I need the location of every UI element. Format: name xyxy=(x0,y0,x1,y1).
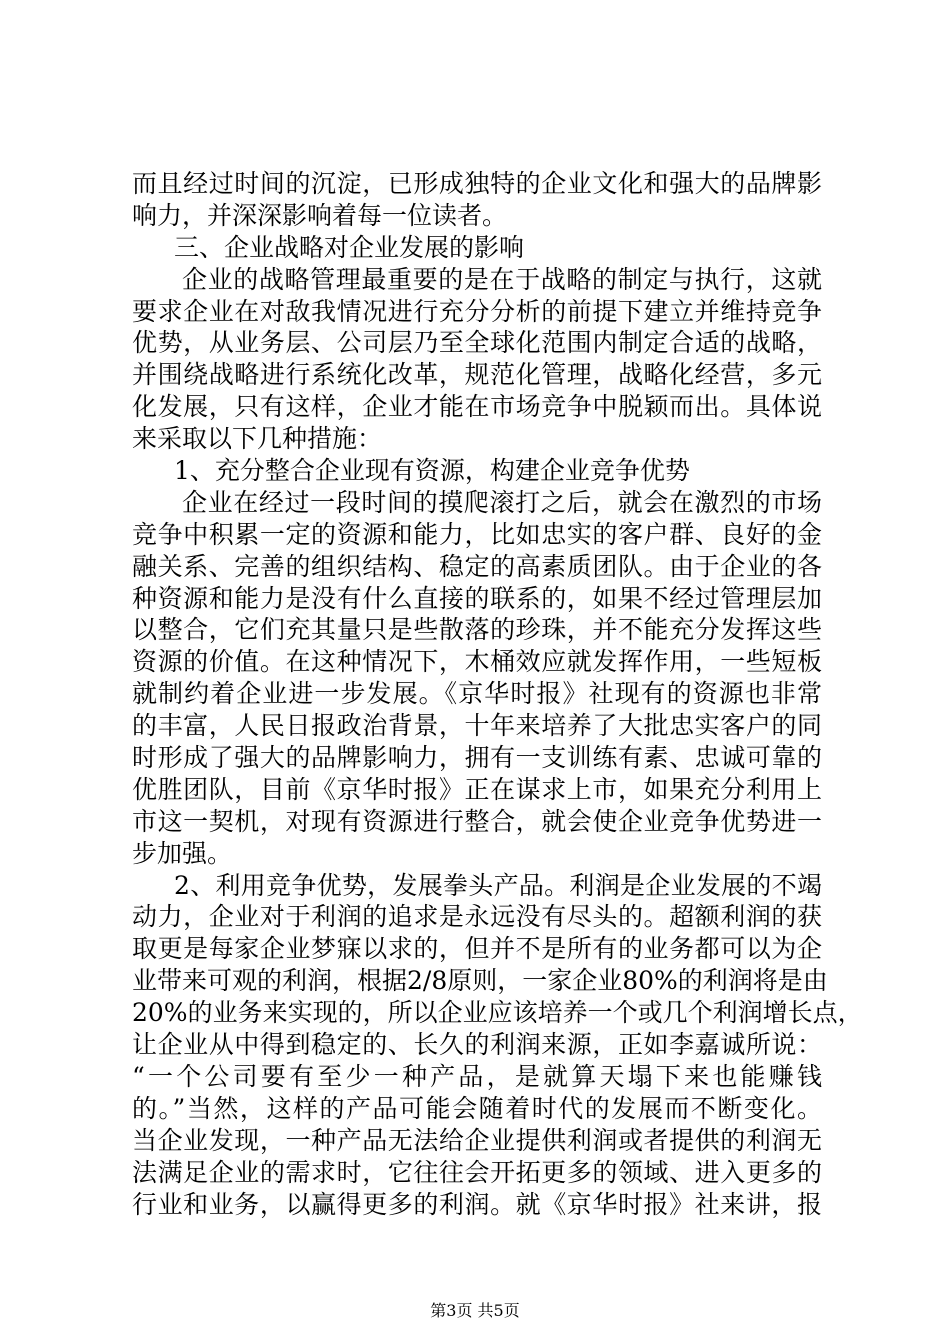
text-line: “一个公司要有至少一种产品，是就算天塌下来也能赚钱 xyxy=(132,1061,822,1091)
text-line: 种资源和能力是没有什么直接的联系的，如果不经过管理层加 xyxy=(132,583,822,613)
section-heading: 三、企业战略对企业发展的影响 xyxy=(174,232,525,262)
text-line: 要求企业在对敌我情况进行充分分析的前提下建立并维持竞争 xyxy=(132,296,822,326)
text-line: 2、利用竞争优势，发展拳头产品。利润是企业发展的不竭 xyxy=(174,870,822,900)
text-line: 行业和业务，以赢得更多的利润。就《京华时报》社来讲，报 xyxy=(132,1189,822,1219)
text-line: 让企业从中得到稳定的、长久的利润来源，正如李嘉诚所说： xyxy=(132,1030,822,1060)
body-text xyxy=(132,168,863,1220)
text-line: 响力，并深深影响着每一位读者。 xyxy=(132,200,508,230)
text-line: 业带来可观的利润，根据2/8原则，一家企业80%的利润将是由 xyxy=(132,966,828,996)
text-line: 企业的战略管理最重要的是在于战略的制定与执行，这就 xyxy=(182,264,822,294)
text-line: 步加强。 xyxy=(132,838,233,868)
text-line: 优势，从业务层、公司层乃至全球化范围内制定合适的战略， xyxy=(132,328,822,358)
text-line: 的。”当然，这样的产品可能会随着时代的发展而不断变化。 xyxy=(132,1093,822,1123)
text-line: 优胜团队，目前《京华时报》正在谋求上市，如果充分利用上 xyxy=(132,774,822,804)
text-line: 的丰富，人民日报政治背景，十年来培养了大批忠实客户的同 xyxy=(132,711,822,741)
text-line: 取更是每家企业梦寐以求的，但并不是所有的业务都可以为企 xyxy=(132,934,822,964)
text-line: 就制约着企业进一步发展。《京华时报》社现有的资源也非常 xyxy=(132,679,822,709)
text-line: 企业在经过一段时间的摸爬滚打之后，就会在激烈的市场 xyxy=(182,487,822,517)
text-line: 资源的价值。在这种情况下，木桶效应就发挥作用，一些短板 xyxy=(132,647,822,677)
text-line: 动力，企业对于利润的追求是永远没有尽头的。超额利润的获 xyxy=(132,902,822,932)
page-number-footer: 第3页 共5页 xyxy=(430,1301,520,1320)
text-line: 竞争中积累一定的资源和能力，比如忠实的客户群、良好的金 xyxy=(132,519,822,549)
text-line: 时形成了强大的品牌影响力，拥有一支训练有素、忠诚可靠的 xyxy=(132,743,822,773)
text-line: 法满足企业的需求时，它往往会开拓更多的领域、进入更多的 xyxy=(132,1157,822,1187)
text-line: 并围绕战略进行系统化改革，规范化管理，战略化经营，多元 xyxy=(132,360,822,390)
text-line: 以整合，它们充其量只是些散落的珍珠，并不能充分发挥这些 xyxy=(132,615,822,645)
text-line: 融关系、完善的组织结构、稳定的高素质团队。由于企业的各 xyxy=(132,551,822,581)
text-line: 市这一契机，对现有资源进行整合，就会使企业竞争优势进一 xyxy=(132,806,822,836)
text-line: 而且经过时间的沉淀，已形成独特的企业文化和强大的品牌影 xyxy=(132,169,822,198)
subsection-heading: 1、充分整合企业现有资源，构建企业竞争优势 xyxy=(174,456,690,486)
text-line: 当企业发现，一种产品无法给企业提供利润或者提供的利润无 xyxy=(132,1125,822,1155)
text-line: 20%的业务来实现的，所以企业应该培养一个或几个利润增长点， xyxy=(132,998,863,1028)
text-line: 来采取以下几种措施： xyxy=(132,424,383,454)
text-line: 化发展，只有这样，企业才能在市场竞争中脱颖而出。具体说 xyxy=(132,392,822,422)
